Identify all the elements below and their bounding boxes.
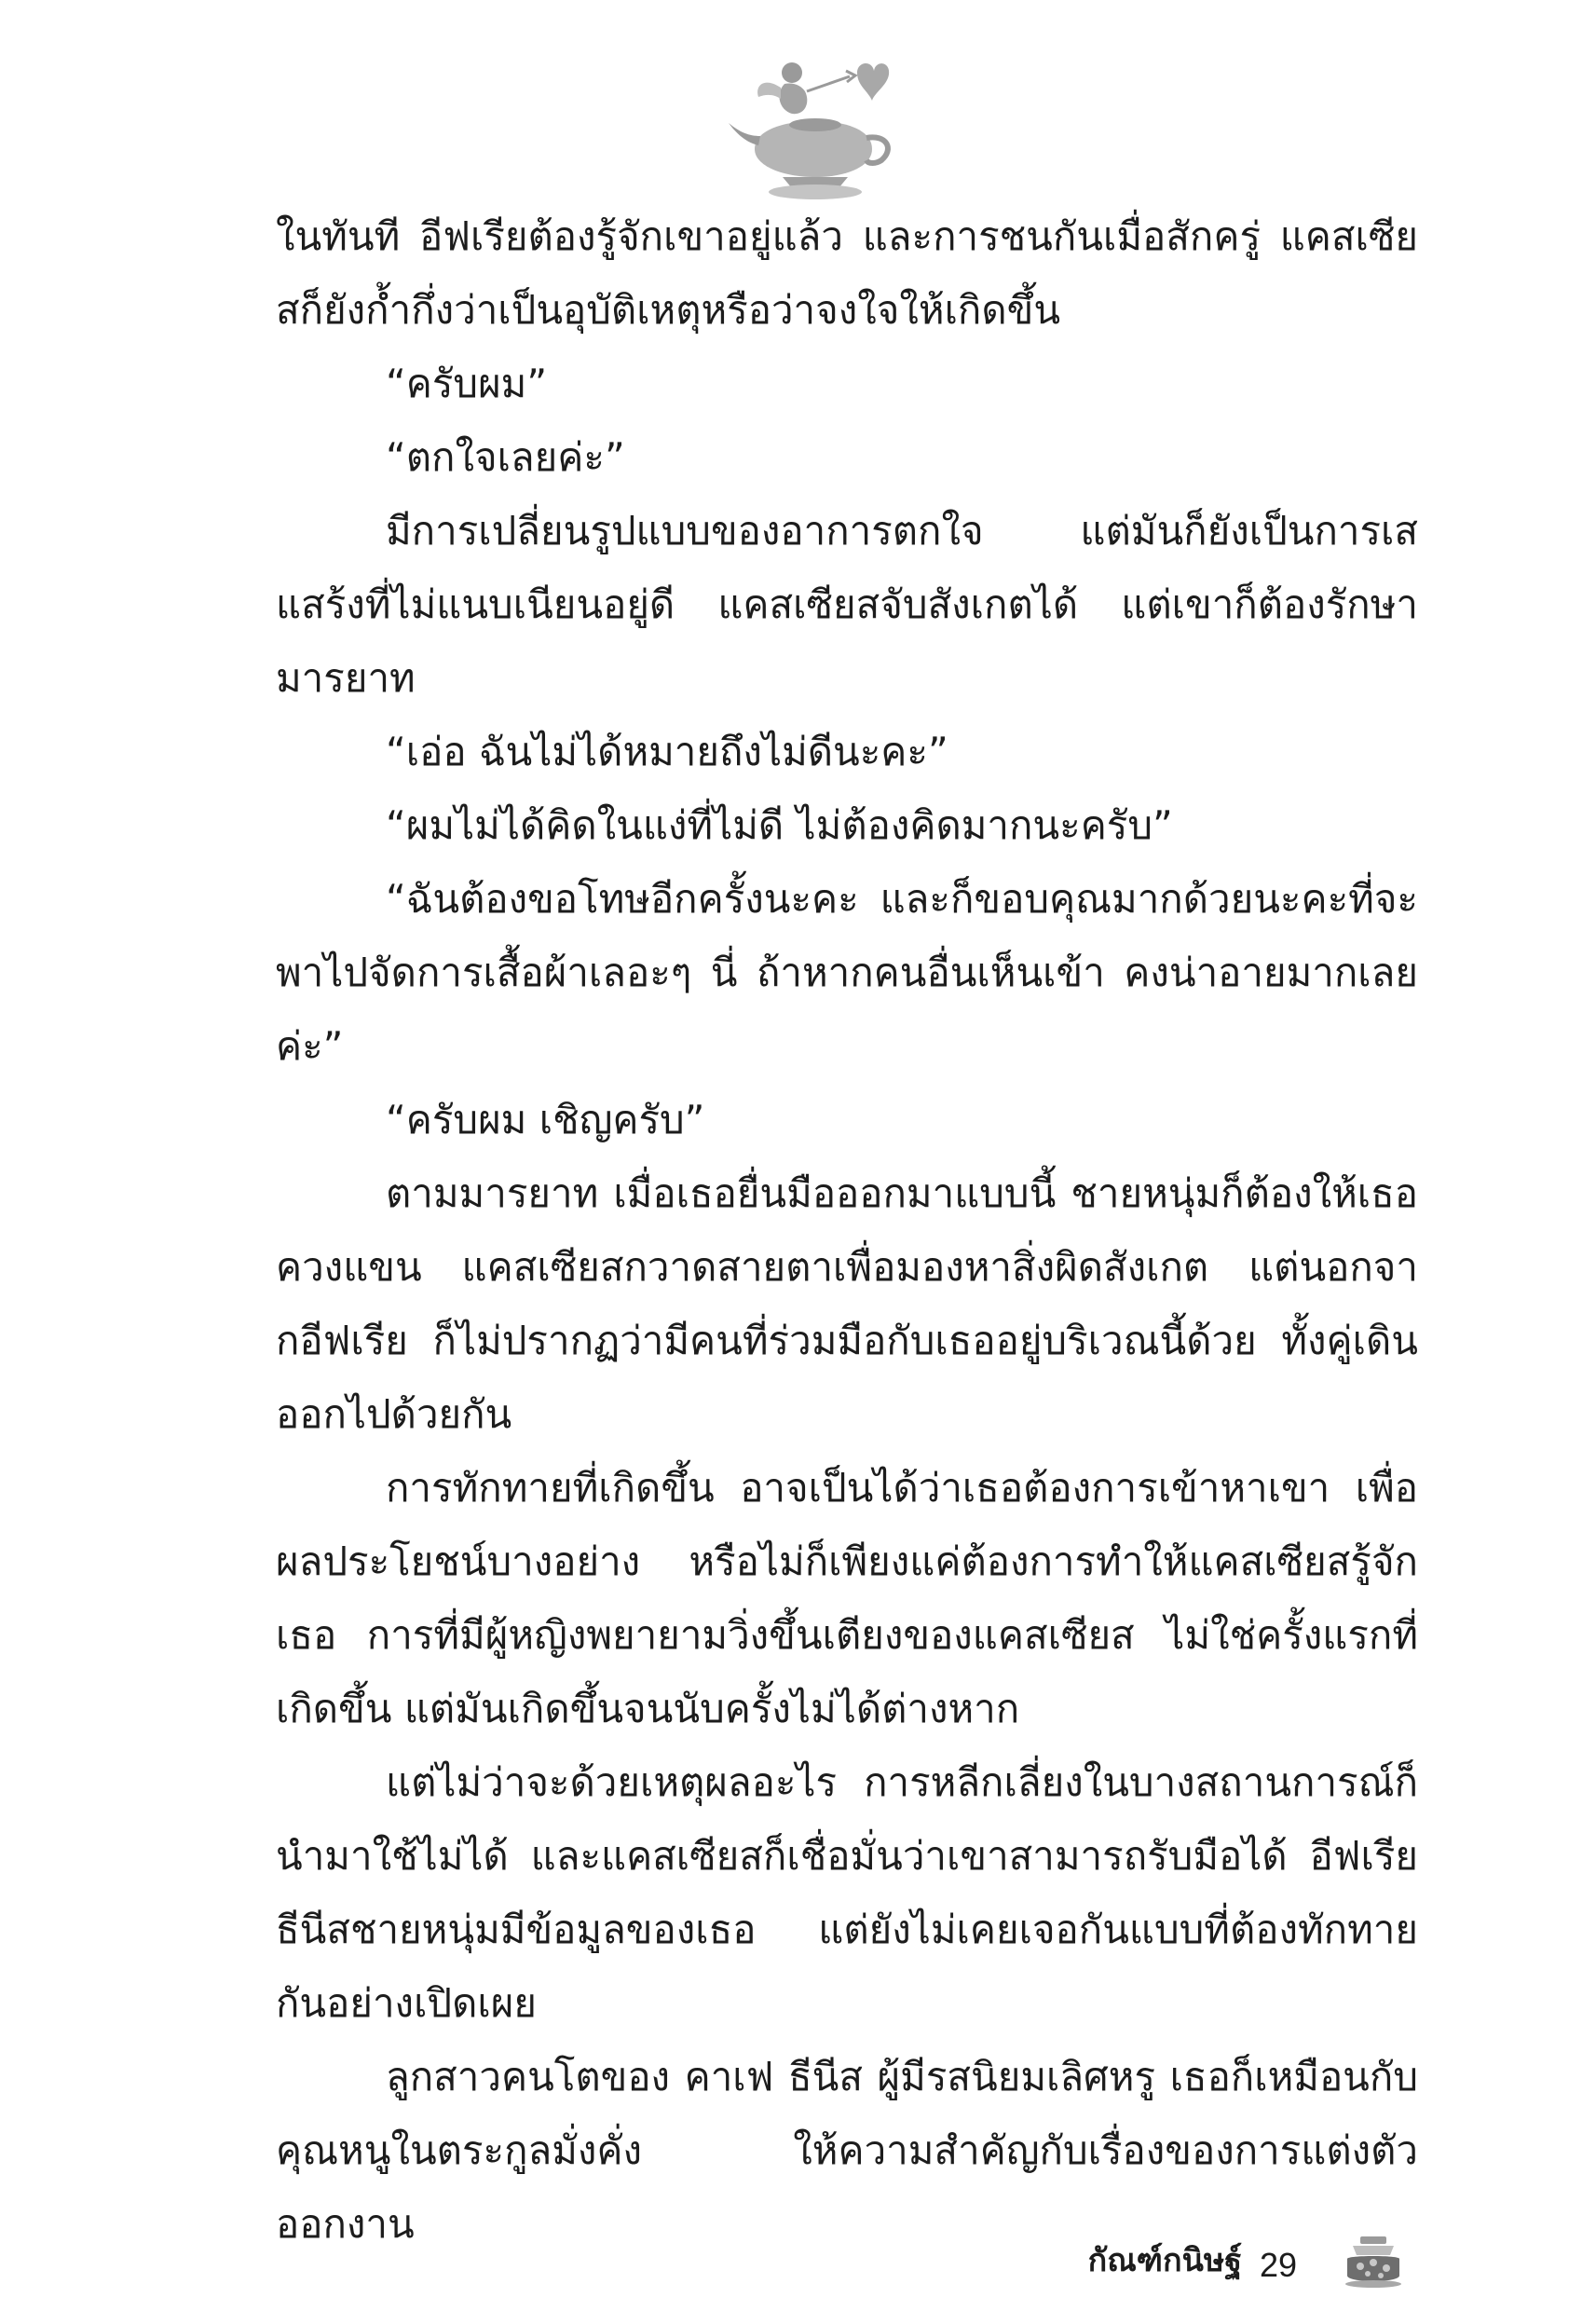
paragraph: ลูกสาวคนโตของ คาเฟ ธีนีส ผู้มีรสนิยมเลิศหรู เธอก็เหมือนกับคุณหนูในตระกูลมั่งคั่ง ให้ความสำคัญกับเรื่องของการแต่งตัว ออกงาน bbox=[276, 2054, 1418, 2247]
paragraph: ในทันที อีฟเรียต้องรู้จักเขาอยู่แล้ว และการชนกันเมื่อสักครู่ แคสเซียสก็ยังก้ำกึ่งว่าเป็นอุบัติเหตุหรือว่าจงใจให้เกิดขึ้น bbox=[276, 213, 1418, 333]
cupid-teapot-ornament-icon bbox=[727, 45, 904, 208]
dialogue-line: “เอ่อ ฉันไม่ได้หมายถึงไม่ดีนะคะ” bbox=[386, 729, 948, 774]
dialogue-line: “ตกใจเลยค่ะ” bbox=[386, 434, 625, 480]
dialogue-line: “ครับผม” bbox=[386, 361, 548, 406]
page-number: 29 bbox=[1260, 2246, 1298, 2284]
dialogue-line: “ครับผม เชิญครับ” bbox=[386, 1097, 705, 1142]
dialogue-line: “ผมไม่ได้คิดในแง่ที่ไม่ดี ไม่ต้องคิดมากนะครับ” bbox=[386, 802, 1173, 848]
paragraph: แต่ไม่ว่าจะด้วยเหตุผลอะไร การหลีกเลี่ยงในบางสถานการณ์ก็นำมาใช้ไม่ได้ และแคสเซียสก็เชื่อมั่นว่าเขาสามารถรับมือได้ อีฟเรีย ธีนีสชายหนุ่มมีข้อมูลของเธอ แต่ยังไม่เคยเจอกันแบบที่ต้องทักทายกันอย่างเปิดเผย bbox=[276, 1759, 1418, 2026]
running-footer-title: กัณฑ์กนิษฐ์ bbox=[1087, 2242, 1242, 2279]
dialogue-line: “ฉันต้องขอโทษอีกครั้งนะคะ และก็ขอบคุณมากด้วยนะคะที่จะพาไปจัดการเสื้อผ้าเลอะๆ นี่ ถ้าหากคนอื่นเห็นเข้า คงน่าอายมากเลยค่ะ” bbox=[276, 876, 1418, 1069]
dessert-jar-icon bbox=[1340, 2235, 1407, 2289]
body-text bbox=[276, 199, 1418, 2261]
paragraph: การทักทายที่เกิดขึ้น อาจเป็นได้ว่าเธอต้องการเข้าหาเขา เพื่อผลประโยชน์บางอย่าง หรือไม่ก็เพียงแค่ต้องการทำให้แคสเซียสรู้จักเธอ การที่มีผู้หญิงพยายามวิ่งขึ้นเตียงของแคสเซียส ไม่ใช่ครั้งแรกที่เกิดขึ้น แต่มันเกิดขึ้นจนนับครั้งไม่ได้ต่างหาก bbox=[276, 1465, 1418, 1731]
paragraph: ตามมารยาท เมื่อเธอยื่นมือออกมาแบบนี้ ชายหนุ่มก็ต้องให้เธอควงแขน แคสเซียสกวาดสายตาเพื่อมองหาสิ่งผิดสังเกต แต่นอกจากอีฟเรีย ก็ไม่ปรากฏว่ามีคนที่ร่วมมือกับเธออยู่บริเวณนี้ด้วย ทั้งคู่เดินออกไปด้วยกัน bbox=[276, 1170, 1418, 1437]
paragraph: มีการเปลี่ยนรูปแบบของอาการตกใจ แต่มันก็ยังเป็นการเสแสร้งที่ไม่แนบเนียนอยู่ดี แคสเซียสจับสังเกตได้ แต่เขาก็ต้องรักษามารยาท bbox=[276, 508, 1418, 701]
